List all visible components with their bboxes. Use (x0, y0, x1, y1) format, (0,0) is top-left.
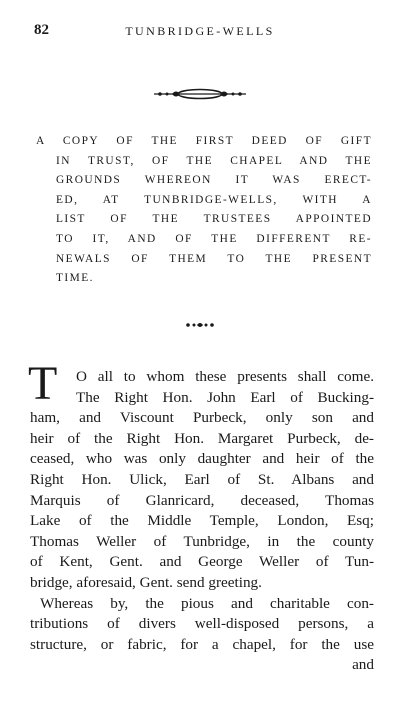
running-title: TUNBRIDGE-WELLS (125, 24, 275, 38)
heading-line: TIME. (56, 272, 94, 285)
heading-line: LIST OF THE TRUSTEES APPOINTED (56, 213, 372, 226)
heading-line: A COPY OF THE FIRST DEED OF GIFT (36, 135, 372, 147)
heading-line: ED, AT TUNBRIDGE-WELLS, WITH A (56, 193, 372, 206)
heading-line: TO IT, AND OF THE DIFFERENT RE- (56, 232, 372, 245)
text-line: Right Hon. Ulick, Earl of St. Albans and (30, 470, 374, 488)
text-line: structure, or fabric, for a chapel, for the use (30, 635, 374, 653)
deed-text (30, 367, 374, 676)
drop-cap: T (28, 357, 58, 410)
text-line: tributions of divers well-disposed persons, a (30, 615, 374, 633)
running-head (34, 22, 366, 42)
text-line: O all to whom these presents shall come. (76, 368, 374, 385)
text-line: The Right Hon. John Earl of Bucking- (76, 388, 374, 406)
text-line: Thomas Weller of Tunbridge, in the county (30, 532, 374, 550)
top-ornament-icon (0, 86, 400, 102)
heading-line: NEWALS OF THEM TO THE PRESENT (56, 252, 372, 265)
text-line: ceased, who was only daughter and heir of the (30, 450, 374, 468)
page-number: 82 (34, 22, 49, 38)
text-line: of Kent, Gent. and George Weller of Tun- (30, 553, 374, 571)
text-line: Marquis of Glanricard, deceased, Thomas (30, 491, 374, 509)
section-ornament-icon (0, 320, 400, 330)
text-line: Lake of the Middle Temple, London, Esq; (30, 512, 374, 530)
text-line: heir of the Right Hon. Margaret Purbeck, de- (30, 429, 374, 447)
heading-line: GROUNDS WHEREON IT WAS ERECT- (56, 174, 372, 187)
text-line: ham, and Viscount Purbeck, only son and (30, 409, 374, 427)
heading-line: IN TRUST, OF THE CHAPEL AND THE (56, 154, 372, 167)
text-line: bridge, aforesaid, Gent. send greeting. (30, 573, 262, 591)
catchword: and (352, 656, 374, 674)
text-line: Whereas by, the pious and charitable con- (40, 594, 374, 612)
chapter-heading (36, 132, 372, 289)
